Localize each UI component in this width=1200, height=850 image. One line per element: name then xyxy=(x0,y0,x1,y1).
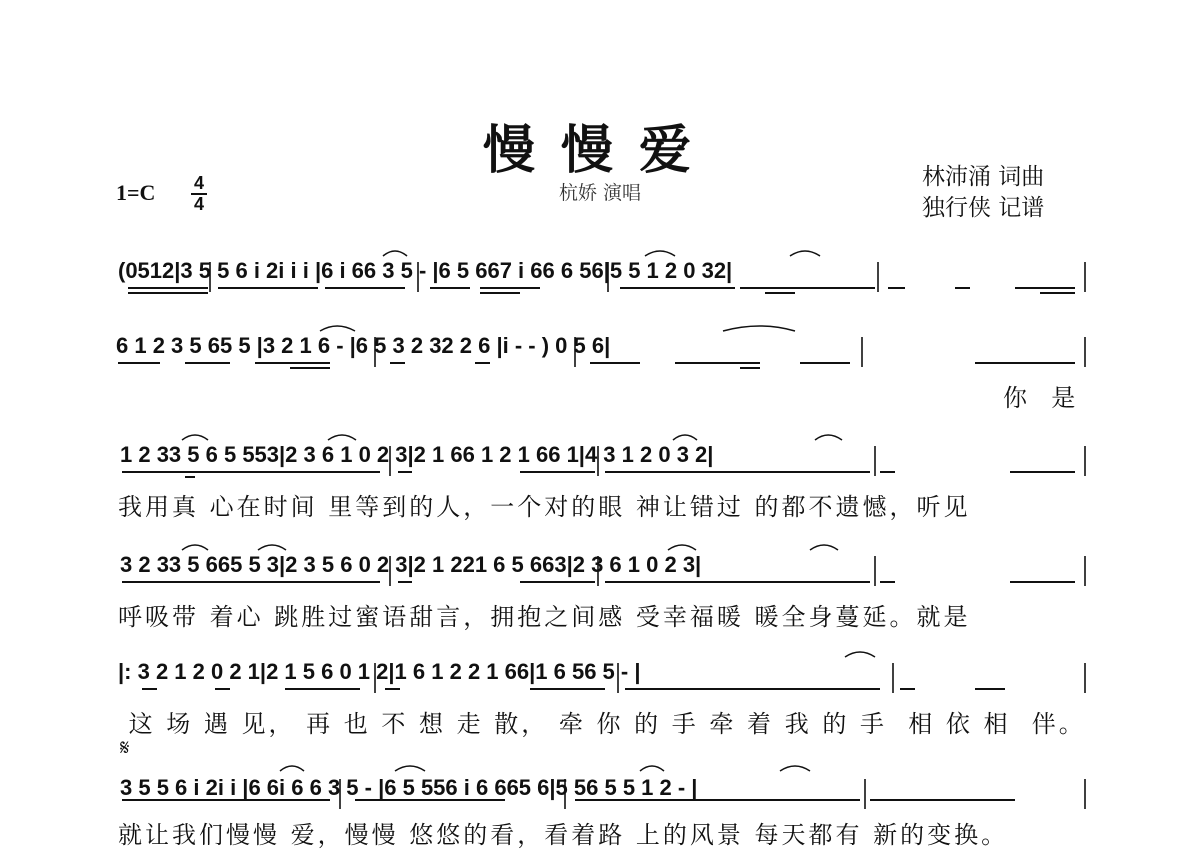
lyric-line-5: 这 场 遇 见， 再 也 不 想 走 散， 牵 你 的 手 牵 着 我 的 手 相 依 相 伴。 xyxy=(118,710,1086,738)
notes-line-4: 3 2 33 5 665 5 3|2 3 5 6 0 2 3|2 1 221 6 5 663|2 3 6 1 0 2 3| xyxy=(120,552,702,577)
singer-credit: 杭娇 演唱 xyxy=(558,182,642,204)
notes-line-6: 3 5 5 6 i 2i i |6 6i 6 6 3 5 - |6 5 556 i 6 665 6|5 56 5 5 1 2 - | xyxy=(120,775,698,800)
time-signature-bottom: 4 xyxy=(193,194,204,214)
segno-sign: 𝄋 xyxy=(120,736,130,761)
score-system-2 xyxy=(0,333,1200,373)
song-title: 慢慢爱 xyxy=(482,120,717,181)
score-system-3 xyxy=(0,442,1200,482)
lyric-line-3: 我用真 心在时间 里等到的人，一个对的眼 神让错过 的都不遗憾，听见 xyxy=(118,493,971,521)
score-system-5 xyxy=(0,659,1200,699)
score-system-6 xyxy=(0,775,1200,815)
transcriber: 独行侠 记谱 xyxy=(922,195,1045,221)
time-signature xyxy=(189,175,209,213)
score-system-1 xyxy=(0,258,1200,298)
lyric-line-4: 呼吸带 着心 跳胜过蜜语甜言，拥抱之间感 受幸福暖 暖全身蔓延。就是 xyxy=(118,603,971,631)
notes-line-3: 1 2 33 5 6 5 553|2 3 6 1 0 2 3|2 1 66 1 2 1 66 1|4 3 1 2 0 3 2| xyxy=(120,442,714,467)
time-signature-top: 4 xyxy=(193,173,204,193)
notes-line-5: |: 3 2 1 2 0 2 1|2 1 5 6 0 1 2|1 6 1 2 2 1 66|1 6 56 5 - | xyxy=(118,659,641,684)
notes-line-2: 6 1 2 3 5 65 5 |3 2 1 6 - |6 5 3 2 32 2 6 |i - - ) 0 5 6| xyxy=(116,333,611,358)
author-credits xyxy=(922,162,1044,224)
notes-line-1: (0512|3 5 5 6 i 2i i i |6 i 66 3 5 - |6 5 667 i 66 6 56|5 5 1 2 0 32| xyxy=(118,258,733,283)
score-system-4 xyxy=(0,552,1200,592)
lyric-line-6: 就让我们慢慢 爱，慢慢 悠悠的看，看着路 上的风景 每天都有 新的变换。 xyxy=(118,821,1009,849)
lyricist-composer: 林沛涌 词曲 xyxy=(922,164,1045,190)
key-signature: 1=C xyxy=(116,180,156,205)
lyric-line-2: 你 是 xyxy=(1003,384,1079,412)
